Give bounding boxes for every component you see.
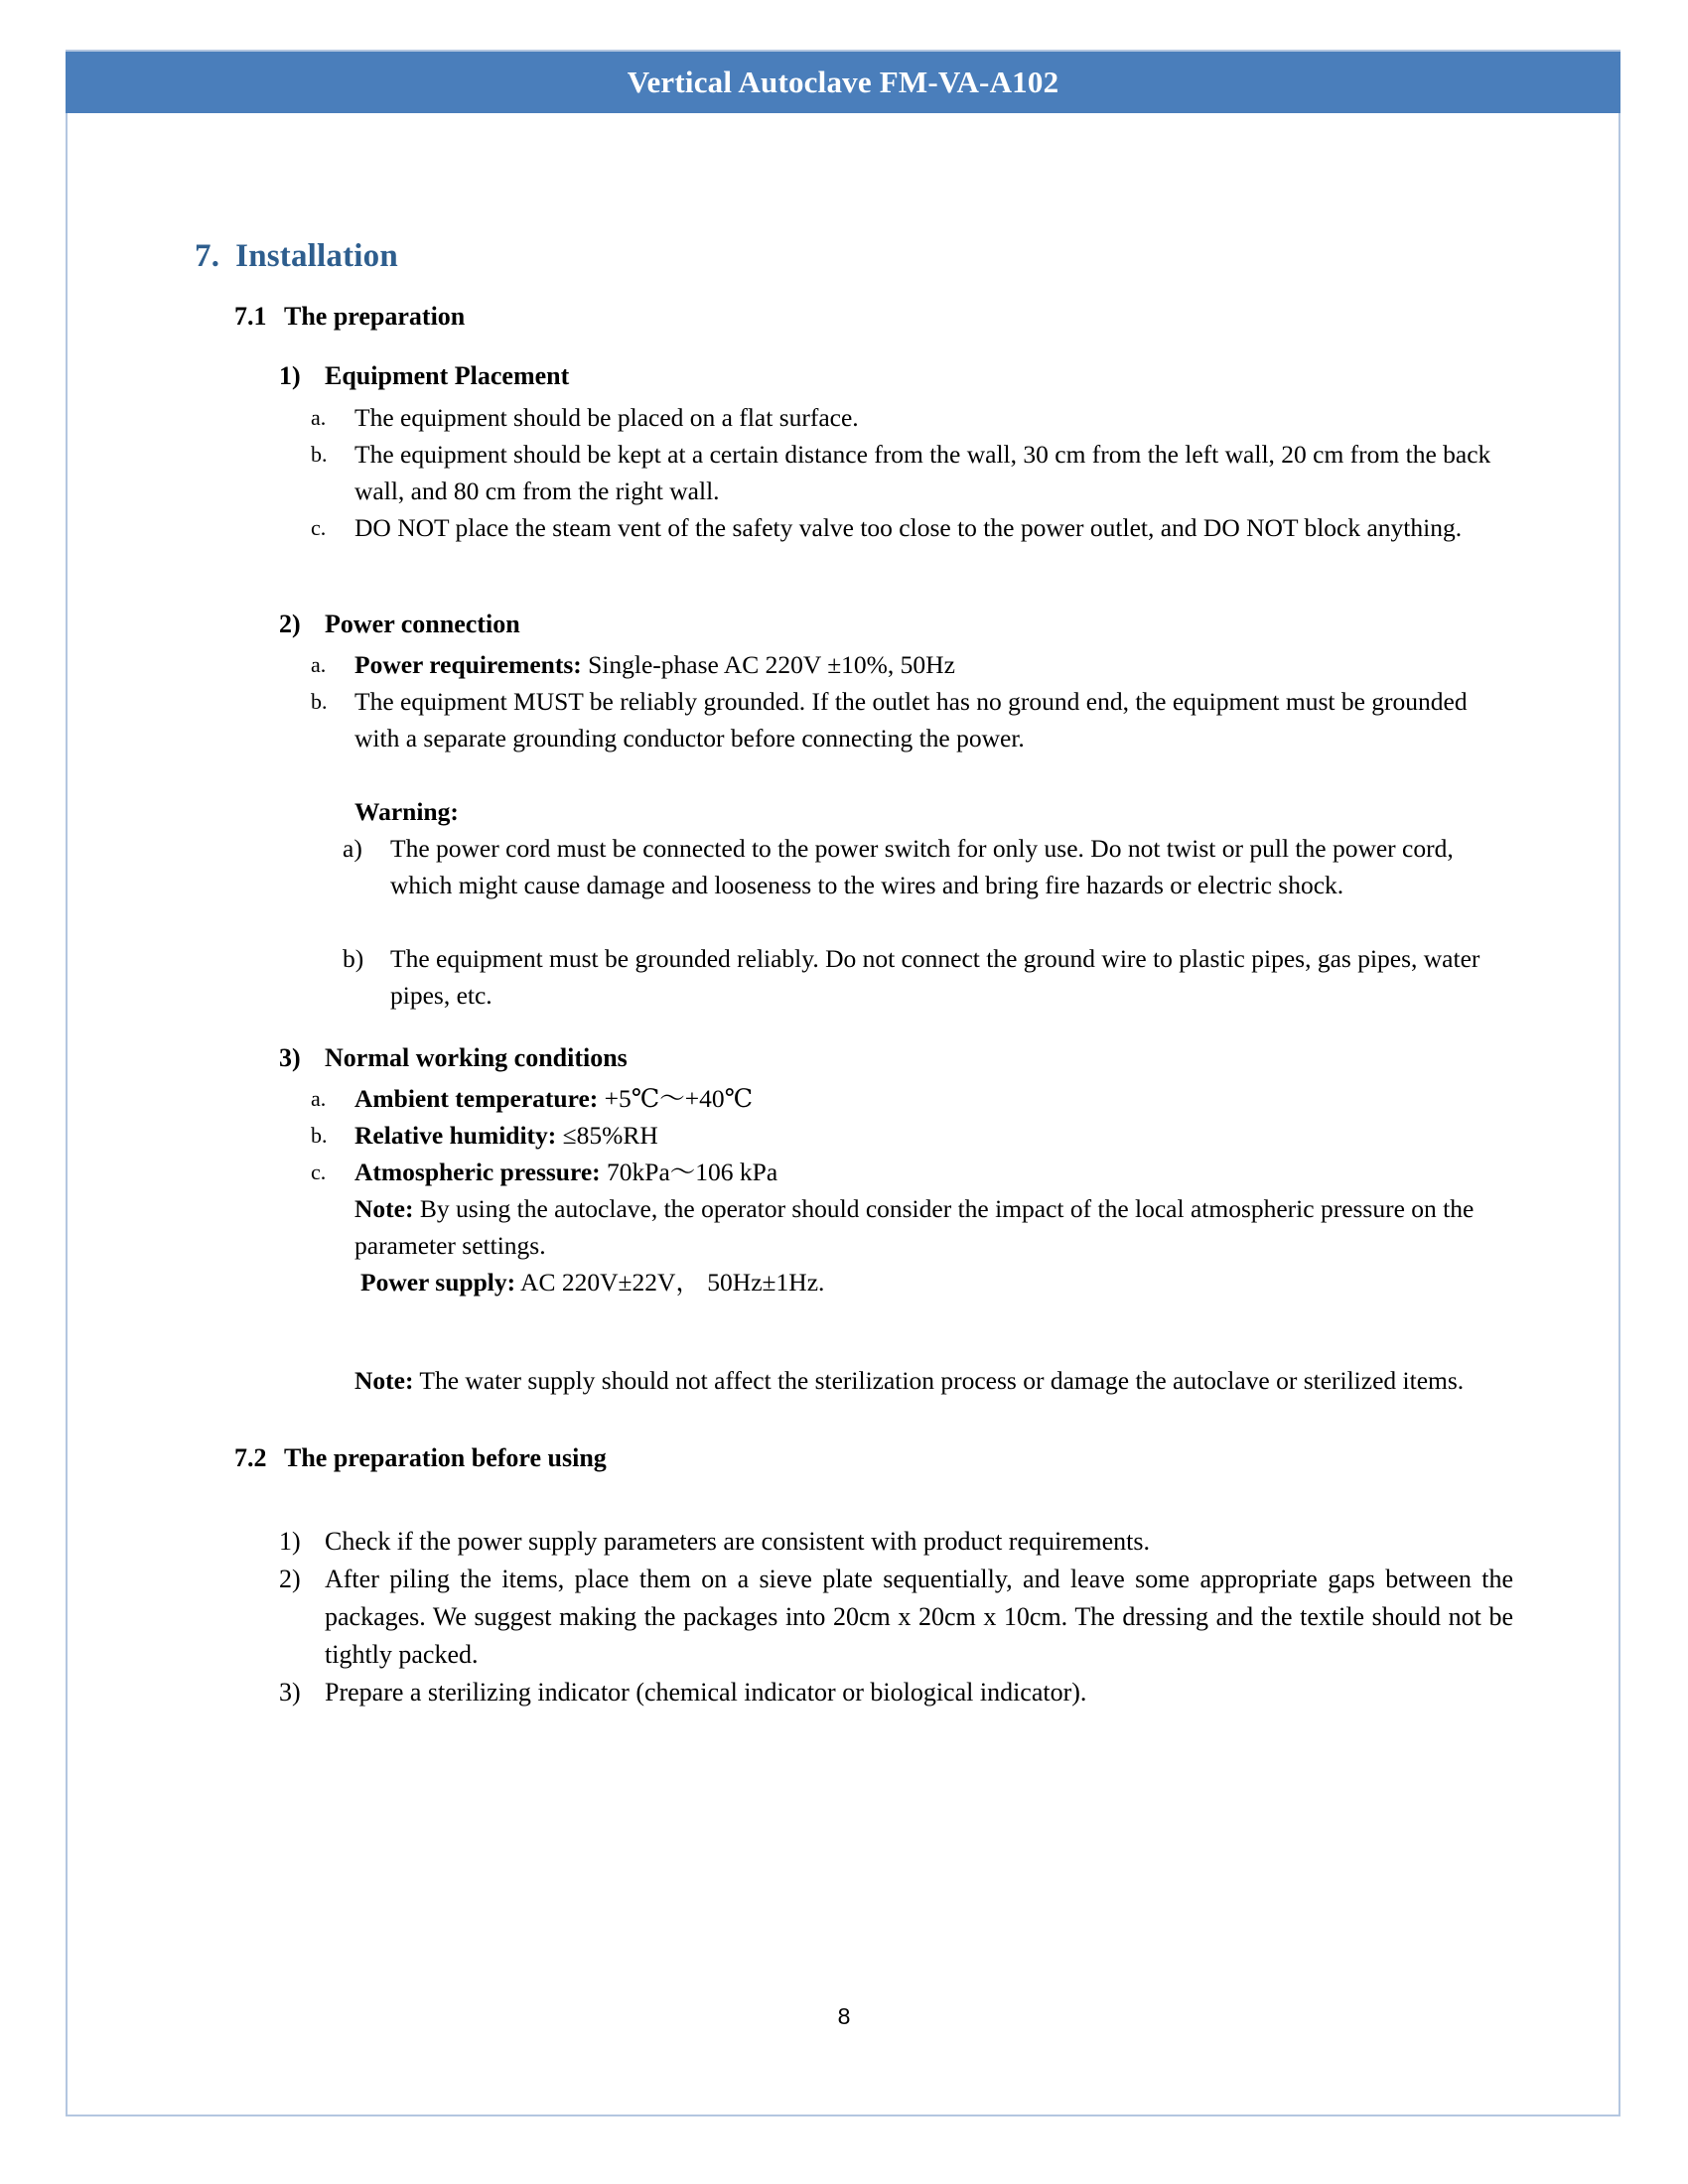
list-item-atmospheric-pressure	[311, 1154, 1502, 1190]
prep-item-2	[279, 1561, 1513, 1674]
list-marker: b.	[311, 689, 328, 714]
list-item-equipment-placement	[279, 361, 1520, 391]
list-item-text: DO NOT place the steam vent of the safety valve too close to the power outlet, and DO NOT block anything.	[354, 513, 1463, 542]
list-item-placement-c	[311, 509, 1502, 546]
list-item-title: Equipment Placement	[325, 361, 570, 390]
list-marker: 3)	[279, 1043, 301, 1072]
list-item-text: The equipment should be placed on a flat surface.	[354, 403, 859, 432]
power-supply-value: AC 220V±22V， 50Hz±1Hz.	[515, 1268, 825, 1297]
list-item-text	[354, 1080, 1502, 1117]
list-marker: b.	[311, 1123, 328, 1148]
list-item-text: The equipment must be grounded reliably. Do not connect the ground wire to plastic pipes, gas pipes, water pipes, etc.	[390, 944, 1480, 1010]
note-text: The water supply should not affect the sterilization process or damage the autoclave or sterilized items.	[413, 1366, 1465, 1395]
atmospheric-pressure-label: Atmospheric pressure:	[354, 1158, 601, 1186]
heading-section-7-2-number: 7.2	[234, 1443, 267, 1472]
heading-section-7-1-title: The preparation	[284, 302, 466, 331]
list-item-grounding	[311, 683, 1502, 756]
heading-section-7-title: Installation	[235, 238, 398, 274]
list-item-text: After piling the items, place them on a sieve plate sequentially, and leave some appropriate gaps between the packages. We suggest making the packages into 20cm x 20cm x 10cm. The dressing and the textile should not be tightly packed.	[325, 1565, 1513, 1669]
warning-item-b	[343, 940, 1504, 1014]
relative-humidity-label: Relative humidity:	[354, 1121, 557, 1150]
ambient-temperature-label: Ambient temperature:	[354, 1084, 599, 1113]
prep-item-1	[279, 1523, 1520, 1561]
heading-section-7-2	[234, 1443, 607, 1473]
note-text: By using the autoclave, the operator should consider the impact of the local atmospheric pressure on the parameter settings.	[354, 1194, 1475, 1260]
list-marker: 1)	[279, 1527, 301, 1556]
list-item-text: Prepare a sterilizing indicator (chemical indicator or biological indicator).	[325, 1678, 1087, 1706]
power-supply-label: Power supply:	[360, 1268, 516, 1297]
note-label: Note:	[354, 1366, 414, 1395]
note-atmospheric	[354, 1190, 1506, 1264]
list-marker: 2)	[279, 610, 301, 638]
list-item-ambient-temperature	[311, 1080, 1502, 1117]
heading-section-7	[195, 238, 398, 275]
list-marker: a.	[311, 1086, 327, 1111]
list-item-placement-b	[311, 436, 1502, 509]
list-item-relative-humidity	[311, 1117, 1502, 1154]
list-item-title: Power connection	[325, 610, 520, 638]
list-item-power-connection	[279, 610, 1520, 639]
heading-section-7-2-title: The preparation before using	[284, 1443, 607, 1472]
note-water-supply	[354, 1362, 1509, 1399]
list-item-text	[354, 1154, 1502, 1190]
atmospheric-pressure-value: 70kPa～106 kPa	[600, 1158, 778, 1186]
heading-section-7-1	[234, 302, 465, 332]
heading-section-7-number: 7.	[195, 238, 220, 274]
document-header-banner	[66, 52, 1620, 113]
list-item-power-requirements	[311, 646, 1502, 683]
warning-item-a	[343, 830, 1504, 903]
list-item-text: The equipment MUST be reliably grounded. If the outlet has no ground end, the equipment must be grounded with a separate grounding conductor before connecting the power.	[354, 687, 1468, 752]
warning-label: Warning:	[354, 797, 459, 826]
list-item-title: Normal working conditions	[325, 1043, 628, 1072]
list-marker: 1)	[279, 361, 301, 390]
list-item-placement-a	[311, 399, 1502, 436]
list-marker: b)	[343, 944, 364, 973]
list-marker: 2)	[279, 1565, 301, 1593]
list-item-text	[354, 1117, 1502, 1154]
list-item-text: Check if the power supply parameters are consistent with product requirements.	[325, 1527, 1151, 1556]
ambient-temperature-value: +5℃～+40℃	[598, 1084, 754, 1113]
page-number: 8	[837, 2003, 851, 2029]
list-marker: c.	[311, 515, 327, 540]
header-title: Vertical Autoclave FM-VA-A102	[627, 65, 1059, 99]
power-requirements-value: Single-phase AC 220V ±10%, 50Hz	[581, 650, 955, 679]
list-marker: c.	[311, 1160, 327, 1184]
prep-item-3	[279, 1674, 1520, 1711]
list-item-text	[354, 646, 1502, 683]
list-marker: 3)	[279, 1678, 301, 1706]
power-supply-line	[360, 1264, 1512, 1300]
list-item-text: The power cord must be connected to the power switch for only use. Do not twist or pull the power cord, which might cause damage and looseness to the wires and bring fire hazards or electric shock.	[390, 834, 1454, 899]
heading-section-7-1-number: 7.1	[234, 302, 267, 331]
list-marker: a.	[311, 652, 327, 677]
note-label: Note:	[354, 1194, 414, 1223]
list-item-working-conditions	[279, 1043, 1520, 1073]
list-marker: b.	[311, 442, 328, 467]
list-item-text: The equipment should be kept at a certain distance from the wall, 30 cm from the left wall, 20 cm from the back wall, and 80 cm from the right wall.	[354, 440, 1491, 505]
relative-humidity-value: ≤85%RH	[556, 1121, 658, 1150]
list-marker: a.	[311, 405, 327, 430]
document-content	[66, 113, 1620, 2116]
power-requirements-label: Power requirements:	[354, 650, 582, 679]
list-marker: a)	[343, 834, 362, 863]
